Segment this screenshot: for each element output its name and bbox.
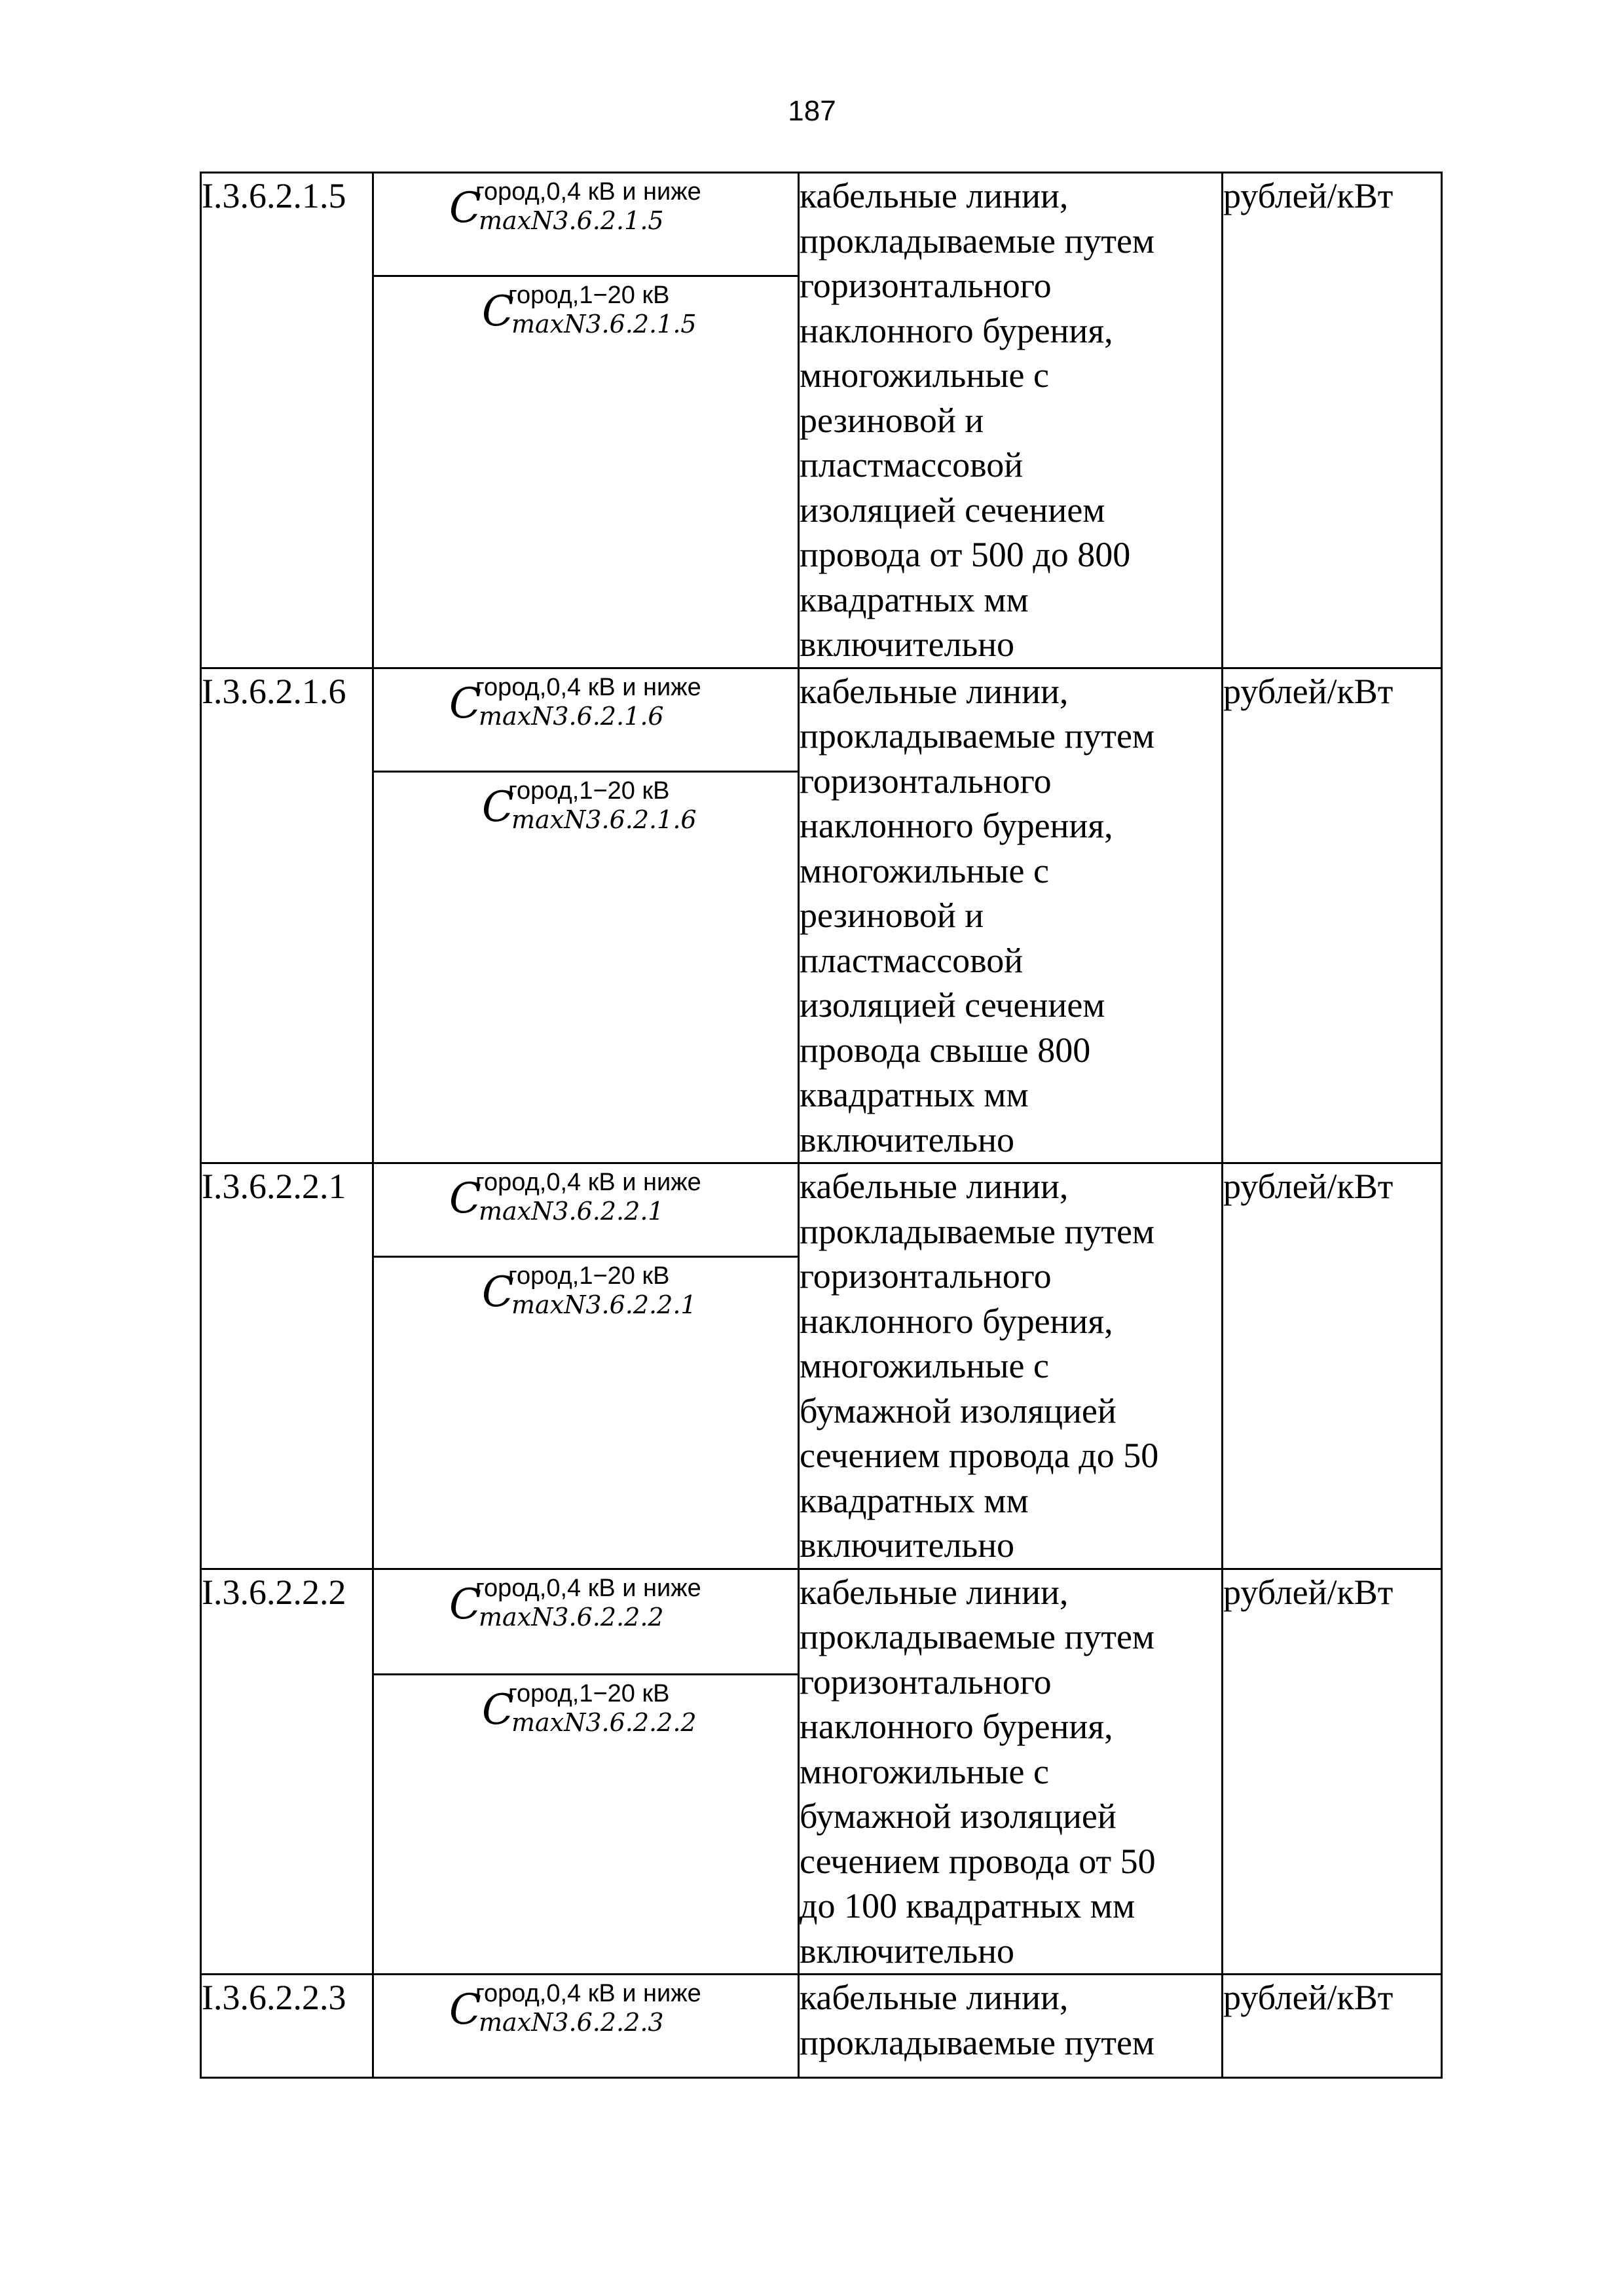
unit-cell: рублей/кВт <box>1223 668 1442 1163</box>
unit-cell: рублей/кВт <box>1223 1163 1442 1569</box>
table-row <box>201 1163 1442 1569</box>
row-code: I.3.6.2.2.1 <box>201 1163 373 1569</box>
description-text: кабельные линии, прокладываемые путем горизонтального наклонного бурения, многожильные с резиновой и пластмассовой изоляцией сечением провода свыше 800 квадратных мм включительно <box>800 671 1155 1159</box>
formula-symbol: C <box>482 782 514 831</box>
formula-cell <box>373 1569 799 1975</box>
description-text: кабельные линии, прокладываемые путем <box>800 1978 1155 2062</box>
table-row <box>201 1569 1442 1975</box>
formula-cell <box>373 1975 799 2078</box>
page-number: 187 <box>788 95 836 127</box>
row-code: I.3.6.2.1.5 <box>201 173 373 668</box>
tariff-table <box>200 172 1443 2079</box>
description-cell <box>799 1163 1223 1569</box>
formula-symbol: C <box>449 184 481 232</box>
description-text: кабельные линии, прокладываемые путем горизонтального наклонного бурения, многожильные с бумажной изоляцией сечением провода до 50 квадратных мм включительно <box>800 1167 1159 1565</box>
unit-cell: рублей/кВт <box>1223 1975 1442 2078</box>
formula-low-voltage <box>374 1975 798 2077</box>
formula-superscript: город,1−20 кВ <box>508 282 670 309</box>
formula-subscript: maxN3.6.2.2.1 <box>479 1197 664 1226</box>
table-row <box>201 1975 1442 2078</box>
formula-superscript: город,0,4 кВ и ниже <box>475 1169 701 1196</box>
formula-low-voltage <box>374 1570 798 1673</box>
description-cell <box>799 173 1223 668</box>
formula-low-voltage <box>374 173 798 275</box>
formula-high-voltage <box>374 1256 798 1357</box>
formula-superscript: город,1−20 кВ <box>508 776 670 805</box>
formula-cell <box>373 173 799 668</box>
description-cell <box>799 1569 1223 1975</box>
formula-subscript: maxN3.6.2.1.5 <box>479 206 664 235</box>
row-code: I.3.6.2.2.2 <box>201 1569 373 1975</box>
formula-superscript: город,1−20 кВ <box>508 1262 670 1290</box>
formula-symbol: C <box>449 1986 481 2034</box>
formula-subscript: maxN3.6.2.2.2 <box>479 1602 664 1631</box>
formula-low-voltage <box>374 1164 798 1256</box>
row-code: I.3.6.2.1.6 <box>201 668 373 1163</box>
formula-subscript: maxN3.6.2.1.6 <box>511 805 697 834</box>
unit-cell: рублей/кВт <box>1223 173 1442 668</box>
formula-superscript: город,1−20 кВ <box>508 1679 670 1707</box>
formula-low-voltage <box>374 669 798 771</box>
row-code: I.3.6.2.2.3 <box>201 1975 373 2078</box>
formula-subscript: maxN3.6.2.1.6 <box>479 701 664 731</box>
formula-superscript: город,0,4 кВ и ниже <box>475 673 701 701</box>
table-row <box>201 173 1442 668</box>
formula-symbol: C <box>482 1268 514 1317</box>
formula-subscript: maxN3.6.2.2.3 <box>479 2008 664 2037</box>
formula-superscript: город,0,4 кВ и ниже <box>475 1980 701 2007</box>
table-row <box>201 668 1442 1163</box>
formula-superscript: город,0,4 кВ и ниже <box>475 1574 701 1602</box>
formula-subscript: maxN3.6.2.1.5 <box>511 310 697 338</box>
formula-high-voltage <box>374 275 798 376</box>
formula-symbol: C <box>449 1580 481 1629</box>
description-text: кабельные линии, прокладываемые путем горизонтального наклонного бурения, многожильные с бумажной изоляцией сечением провода от 50 до 100 квадратных мм включительно <box>800 1572 1156 1971</box>
formula-cell <box>373 1163 799 1569</box>
description-cell <box>799 668 1223 1163</box>
formula-cell <box>373 668 799 1163</box>
formula-symbol: C <box>482 1685 514 1734</box>
formula-symbol: C <box>482 287 514 336</box>
formula-symbol: C <box>449 679 481 728</box>
unit-cell: рублей/кВт <box>1223 1569 1442 1975</box>
formula-subscript: maxN3.6.2.2.2 <box>511 1707 697 1737</box>
description-text: кабельные линии, прокладываемые путем горизонтального наклонного бурения, многожильные с резиновой и пластмассовой изоляцией сечением провода от 500 до 800 квадратных мм включительно <box>800 176 1155 664</box>
formula-high-voltage <box>374 771 798 872</box>
formula-subscript: maxN3.6.2.2.1 <box>511 1290 697 1319</box>
formula-symbol: C <box>449 1175 481 1223</box>
description-cell <box>799 1975 1223 2078</box>
formula-high-voltage <box>374 1673 798 1775</box>
formula-superscript: город,0,4 кВ и ниже <box>475 178 701 206</box>
